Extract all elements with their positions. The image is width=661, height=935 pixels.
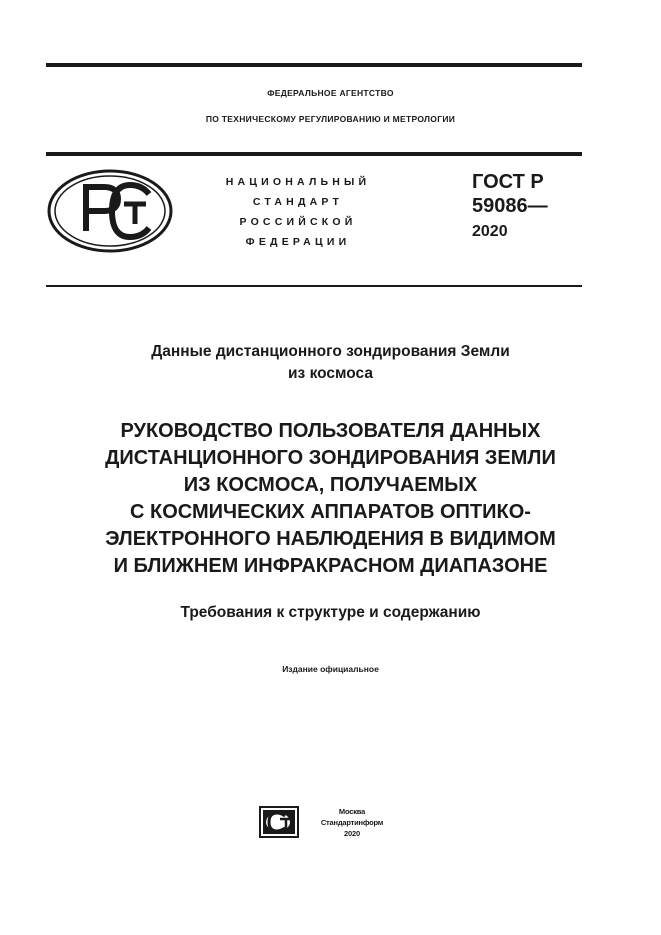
standard-type-line: СТАНДАРТ — [252, 196, 344, 208]
agency-name-line2: ПО ТЕХНИЧЕСКОМУ РЕГУЛИРОВАНИЮ И МЕТРОЛОГИИ — [205, 114, 456, 124]
title-line: ЭЛЕКТРОННОГО НАБЛЮДЕНИЯ В ВИДИМОМ — [105, 528, 556, 550]
standard-type-line: НАЦИОНАЛЬНЫЙ — [225, 176, 371, 188]
title-line: ДИСТАНЦИОННОГО ЗОНДИРОВАНИЯ ЗЕМЛИ — [105, 447, 556, 469]
standard-type — [200, 172, 396, 252]
publisher-info — [306, 806, 398, 839]
standard-type-line: РОССИЙСКОЙ — [239, 216, 357, 228]
rst-logo-icon — [46, 168, 174, 254]
publisher-city: Москва — [338, 807, 366, 816]
title-line: РУКОВОДСТВО ПОЛЬЗОВАТЕЛЯ ДАННЫХ — [120, 420, 541, 442]
header-rule — [46, 152, 582, 156]
document-title — [40, 418, 621, 580]
agency-name-line1: ФЕДЕРАЛЬНОЕ АГЕНТСТВО — [267, 88, 394, 98]
gost-code — [472, 170, 548, 218]
top-rule — [46, 63, 582, 67]
gost-year: 2020 — [472, 223, 508, 240]
standard-rule — [46, 285, 582, 287]
edition-note: Издание официальное — [282, 664, 379, 674]
document-subtitle — [0, 341, 661, 385]
gost-code-line1: ГОСТ Р — [472, 171, 544, 193]
standartinform-logo-icon — [259, 806, 299, 838]
title-line: С КОСМИЧЕСКИХ АППАРАТОВ ОПТИКО- — [130, 501, 531, 523]
requirements-line: Требования к структуре и содержанию — [180, 604, 481, 621]
gost-code-line2: 59086— — [472, 195, 548, 217]
title-line: ИЗ КОСМОСА, ПОЛУЧАЕМЫХ — [183, 474, 478, 496]
publisher-name: Стандартинформ — [320, 818, 384, 827]
subtitle-line: Данные дистанционного зондирования Земли — [151, 343, 510, 360]
subtitle-line: из космоса — [288, 365, 373, 382]
title-line: И БЛИЖНЕМ ИНФРАКРАСНОМ ДИАПАЗОНЕ — [113, 555, 548, 577]
standard-type-line: ФЕДЕРАЦИИ — [245, 236, 351, 248]
publisher-year: 2020 — [344, 829, 360, 838]
